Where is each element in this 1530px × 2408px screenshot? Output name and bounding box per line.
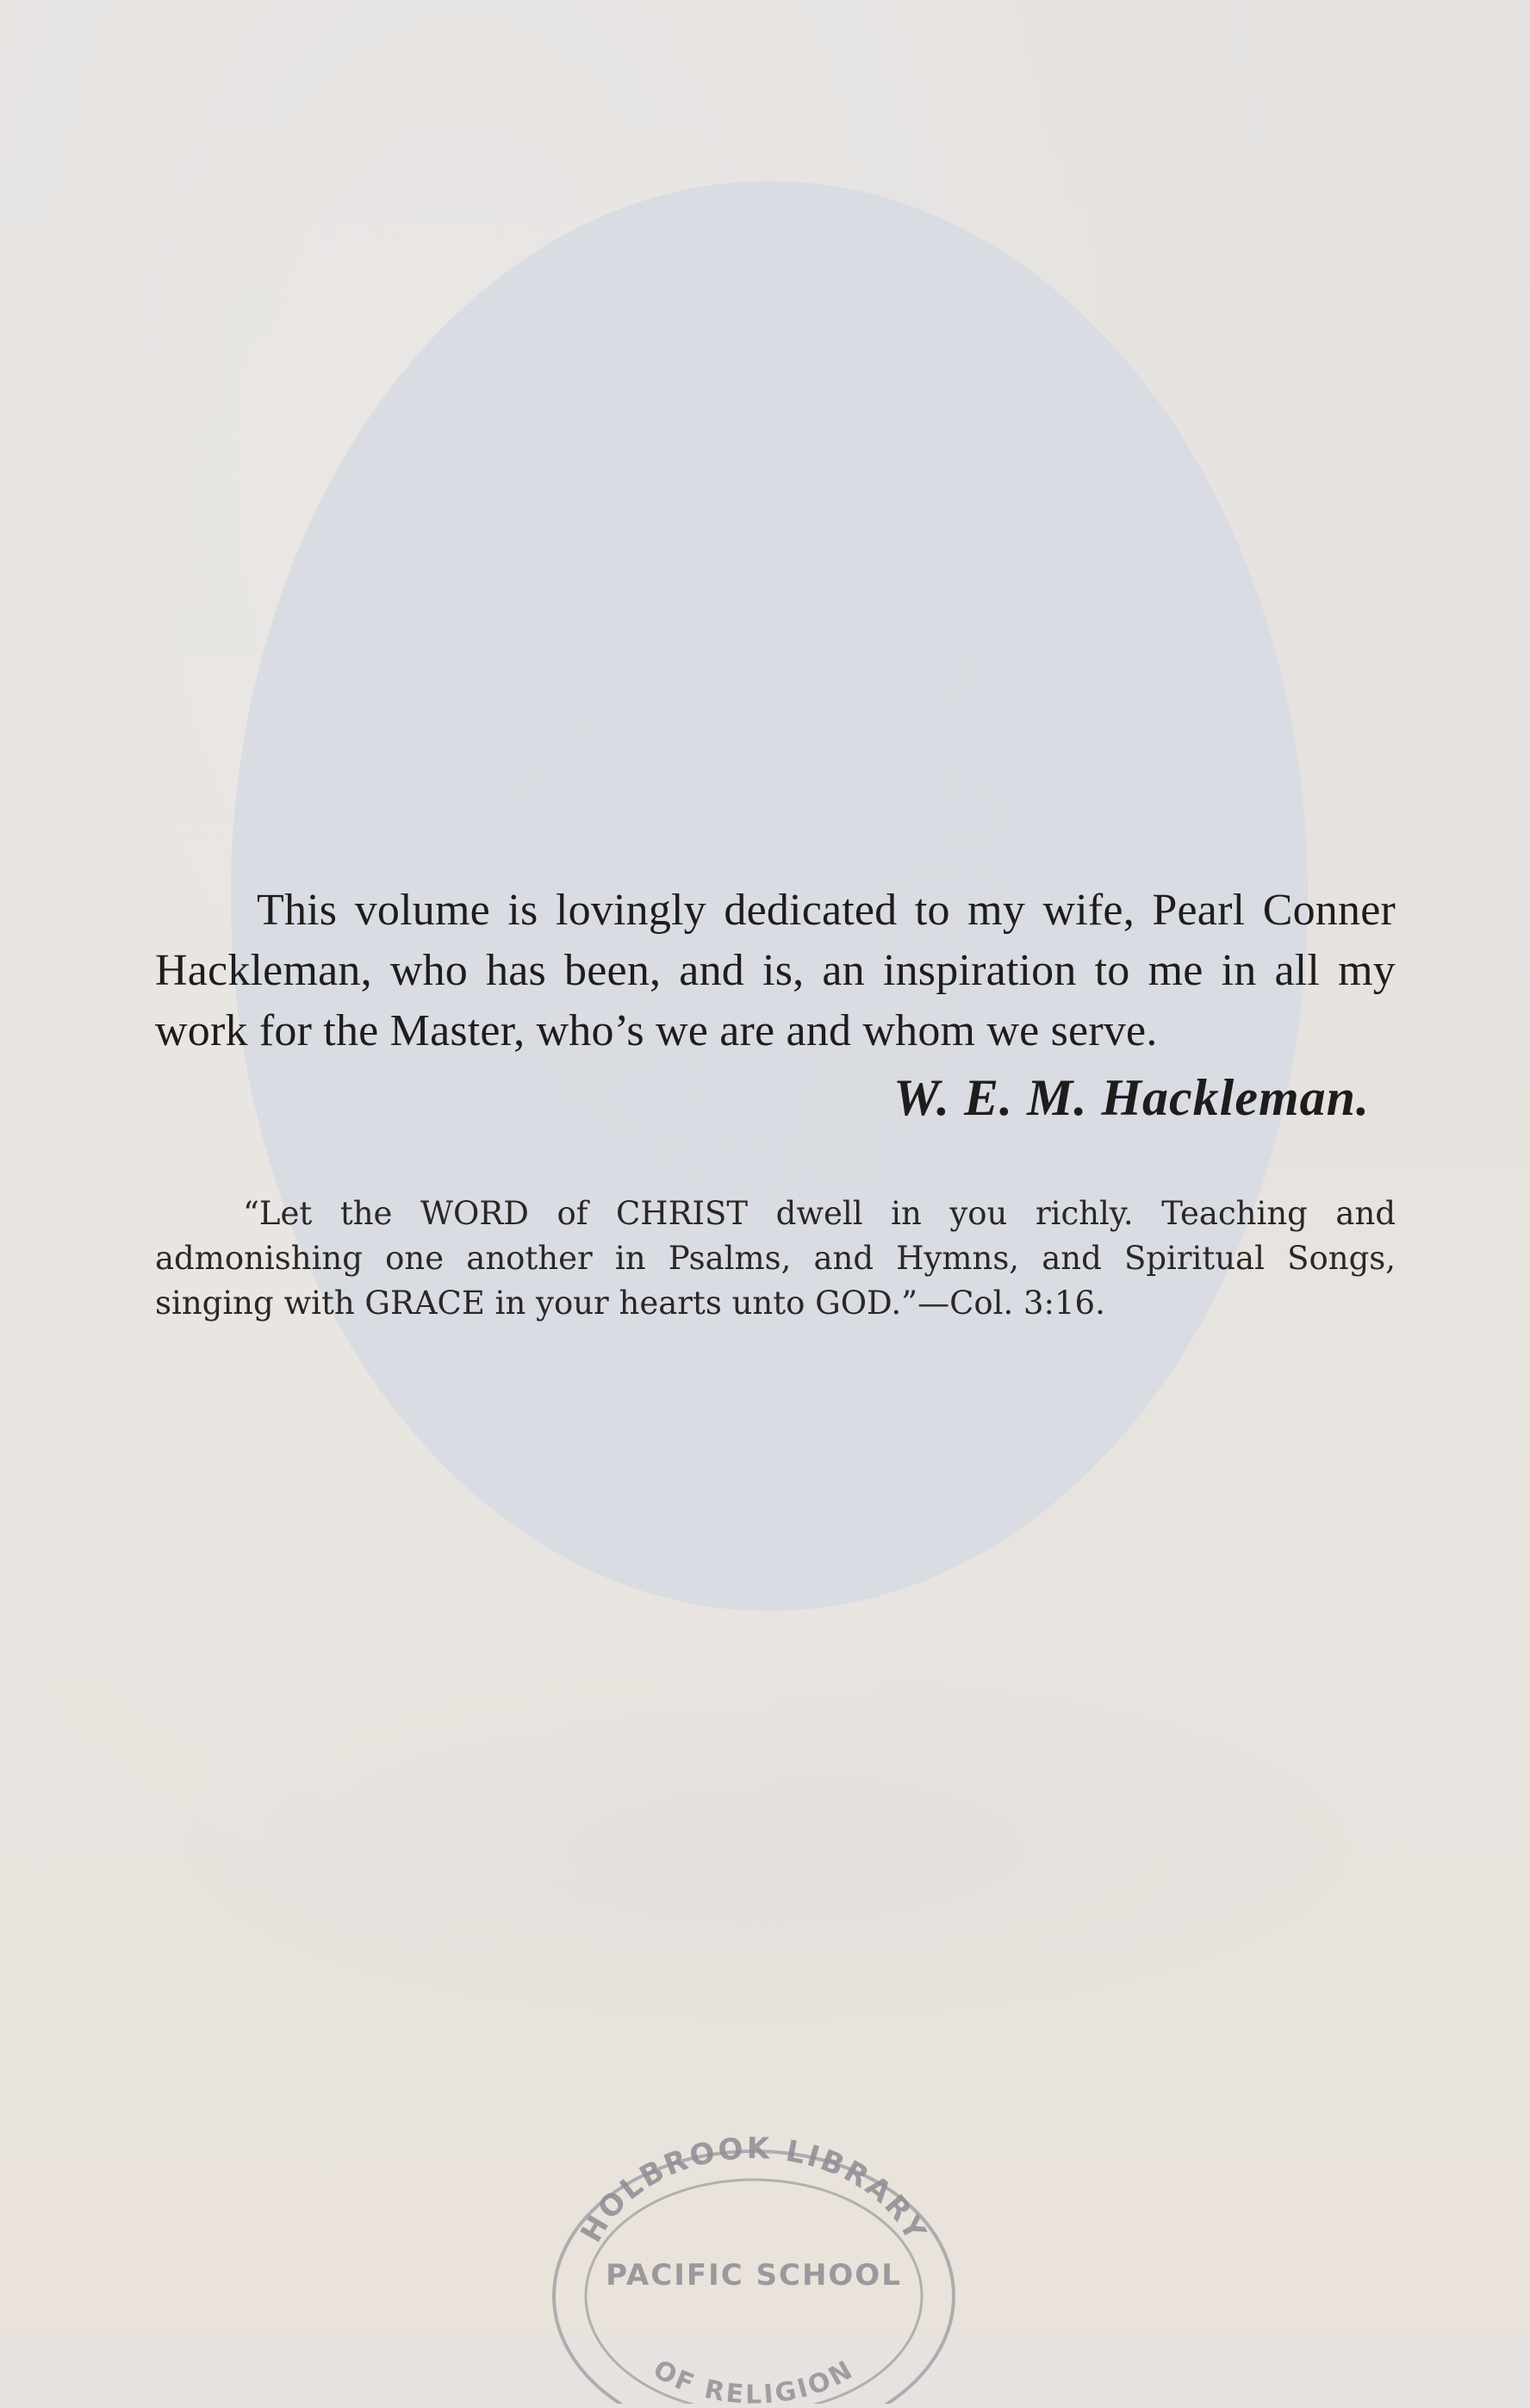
svg-text:HOLBROOK LIBRARY [574,2131,933,2249]
svg-text:OF RELIGION [648,2355,860,2404]
stamp-middle-text: PACIFIC SCHOOL [606,2258,902,2293]
stamp-bottom-text: OF RELIGION [648,2354,860,2404]
show-through-smudge [138,1663,1396,2033]
stamp-top-text: HOLBROOK LIBRARY [574,2131,934,2249]
library-stamp-seal [538,2119,969,2404]
dedication-signature: W. E. M. Hackleman. [893,1069,1370,1126]
dedication-text: This volume is lovingly dedicated to my wife, Pearl Conner Hackleman, who has been, and is, an inspiration to me in all my work for the Master, who’s we are and whom we serve. [155,886,1396,1055]
scripture-verse: “Let the WORD of CHRIST dwell in you richly. Teaching and admonishing one another in Psalms, and Hymns, and Spiritual Songs, singing with GRACE in your hearts unto GOD.”—Col. 3:16. [155,1195,1396,1322]
library-stamp [538,2119,969,2404]
